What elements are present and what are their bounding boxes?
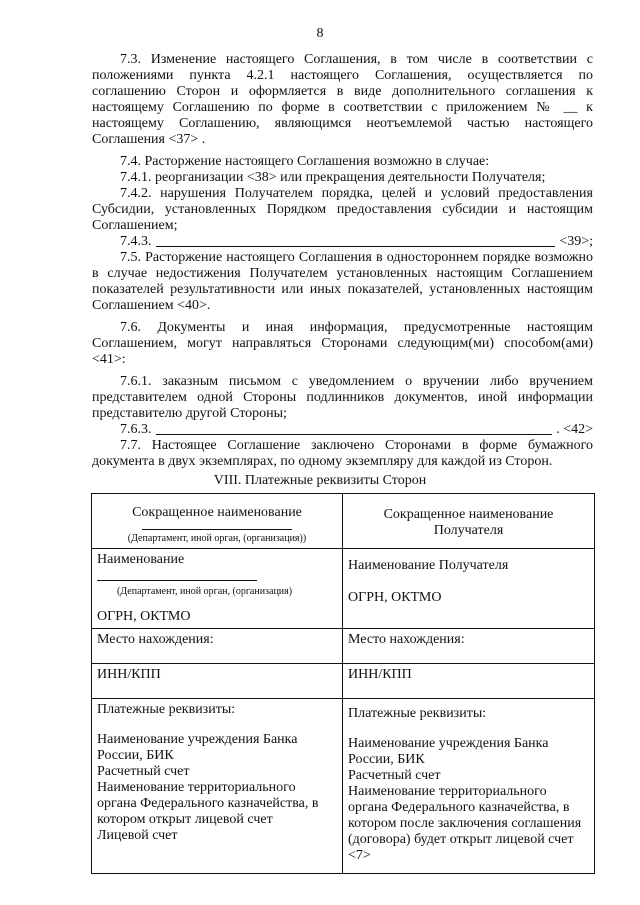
right-payment-title: Платежные реквизиты: [348, 706, 487, 721]
paragraph-7-6-3-footnote: . <42> [556, 422, 593, 437]
left-header-label: Сокращенное наименование [132, 505, 302, 520]
left-inn: ИНН/КПП [92, 664, 343, 699]
paragraph-7-4-1: 7.4.1. реорганизации <38> или прекращения деятельности Получателя; [120, 170, 546, 185]
section-title: VIII. Платежные реквизиты Сторон [213, 473, 427, 488]
left-payment-line: Наименование учреждения Банка России, БИК [97, 732, 298, 763]
table-row [92, 699, 595, 874]
blank-line [142, 525, 292, 530]
table-row [92, 664, 595, 699]
right-payment-cell [343, 699, 595, 874]
blank-line [97, 568, 257, 581]
left-payment-line: Расчетный счет [97, 764, 190, 779]
left-ogrn: ОГРН, ОКТМО [97, 609, 191, 624]
left-payment-cell [92, 699, 343, 874]
blank-line [156, 434, 553, 435]
left-name-cell [92, 549, 343, 629]
paragraph-7-5: 7.5. Расторжение настоящего Соглашения в одностороннем порядке возможно в случае недостижения Получателем установленных настоящим Соглашением показателей результативности или иных показателей, установленных настоящим Соглашением <40>. [92, 250, 593, 313]
right-payment-line: Расчетный счет [348, 768, 441, 783]
paragraph-7-4-3-footnote: <39>; [559, 234, 593, 249]
right-name-label: Наименование Получателя [348, 558, 509, 573]
payment-details-table [91, 493, 595, 874]
left-name-row [97, 552, 337, 586]
left-name-label: Наименование [97, 552, 185, 567]
table-row [92, 549, 595, 629]
left-payment-line: Наименование территориального органа Федерального казначейства, в котором открыт лицевой счет [97, 780, 319, 827]
table-row [92, 629, 595, 664]
left-payment-line: Лицевой счет [97, 828, 178, 843]
left-header-caption: (Департамент, иной орган, (организация)) [127, 533, 307, 544]
paragraph-7-4-3-number: 7.4.3. [120, 234, 152, 249]
agreement-body [92, 52, 593, 470]
right-ogrn: ОГРН, ОКТМО [348, 590, 442, 605]
right-header-label: Сокращенное наименование Получателя [383, 507, 554, 538]
blank-line [156, 246, 556, 247]
right-location: Место нахождения: [343, 629, 595, 664]
paragraph-7-6-1: 7.6.1. заказным письмом с уведомлением о вручении либо вручением представителем одной Стороны подлинников документов, иной информации представителю другой Стороны; [92, 374, 593, 421]
left-payment-title: Платежные реквизиты: [97, 702, 236, 717]
left-name-caption: (Департамент, иной орган, (организация) [117, 586, 293, 597]
right-header-cell [343, 494, 595, 549]
table-row [92, 494, 595, 549]
paragraph-7-4-3 [92, 234, 593, 250]
paragraph-7-6: 7.6. Документы и иная информация, предусмотренные настоящим Соглашением, могут направляться Сторонами следующим(ми) способом(ами) <41>: [92, 320, 593, 367]
page-number: 8 [316, 26, 324, 41]
paragraph-7-6-3-number: 7.6.3. [120, 422, 152, 437]
right-inn: ИНН/КПП [343, 664, 595, 699]
right-payment-line: Наименование учреждения Банка России, БИК [348, 736, 549, 767]
right-name-cell [343, 549, 595, 629]
left-header-cell [92, 494, 343, 549]
right-payment-line: Наименование территориального органа Федерального казначейства, в котором после заключения соглашения (договора) будет открыт лицевой счет <7> [348, 784, 582, 863]
paragraph-7-7: 7.7. Настоящее Соглашение заключено Сторонами в форме бумажного документа в двух экземплярах, по одному экземпляру для каждой из Сторон. [92, 438, 593, 469]
paragraph-7-4: 7.4. Расторжение настоящего Соглашения возможно в случае: [120, 154, 490, 169]
paragraph-7-4-2: 7.4.2. нарушения Получателем порядка, целей и условий предоставления Субсидии, установленных Порядком предоставления субсидии и настоящим Соглашением; [92, 186, 593, 233]
paragraph-7-6-3 [92, 422, 593, 438]
left-location: Место нахождения: [92, 629, 343, 664]
paragraph-7-3: 7.3. Изменение настоящего Соглашения, в том числе в соответствии с положениями пункта 4.2.1 настоящего Соглашения, осуществляется по соглашению Сторон и оформляется в виде дополнительного соглашения к настоящему Соглашению по форме в соответствии с приложением № __ к настоящему Соглашению, являющимся неотъемлемой частью настоящего Соглашения <37> . [92, 52, 593, 147]
